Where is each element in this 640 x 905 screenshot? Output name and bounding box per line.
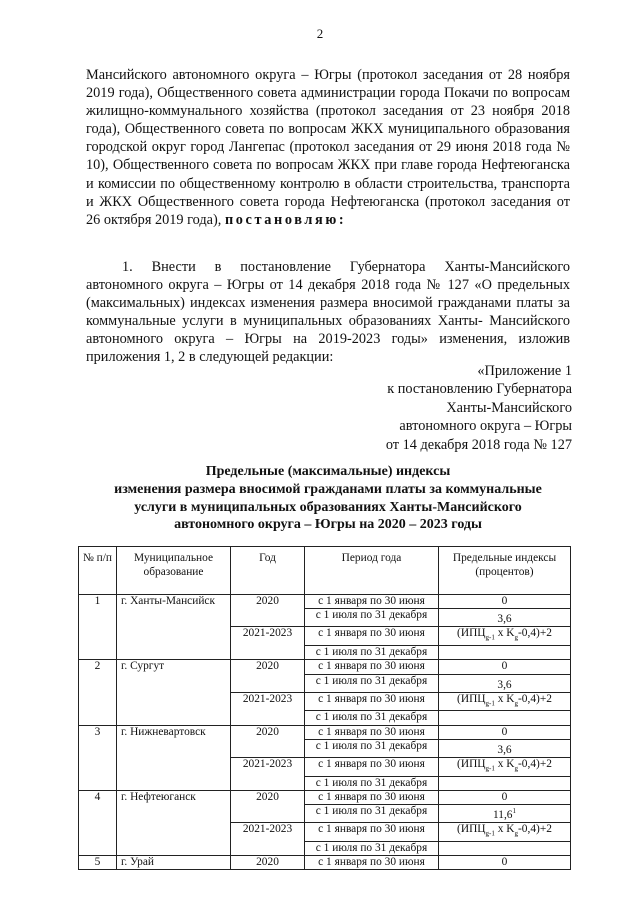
index-cell [439,841,571,855]
period-cell: с 1 июля по 31 декабря [305,739,439,757]
year-cell: 2021-2023 [231,692,305,725]
table-heading [86,463,570,534]
header-index: Предельные индексы (процентов) [439,547,571,595]
index-formula-cell: ($ИПЦ_{g-1}$ x $K_g-0,4)+2$ [439,823,571,842]
decree-word: постановляю: [224,211,347,228]
index-formula-cell: ($ИПЦ_{g-1}$ x $K_g-0,4)+2$ [439,627,571,646]
paragraph-1-text: Мансийского автономного округа – Югры (протокол заседания от 28 ноября 2019 года), Общественного совета администрации города Покачи по вопросам жилищно-коммунального хозяйства (протокол заседания от 23 ноября 2018 года), Общественного совета по вопросам ЖКХ муниципального образования городской округ город Лангепас (протокол заседания от 29 июня 2018 года № 10), Общественного совета по вопросам ЖКХ при главе города Нефтеюганска и комиссии по общественному контролю в области строительства, транспорта и ЖКХ Общественного совета города Нефтеюганска (протокол заседания от 26 октября 2019 года), [86,67,570,228]
heading-line-3: услуги в муниципальных образованиях Ханты-Мансийского [134,499,522,515]
period-cell: с 1 января по 30 июня [305,595,439,609]
appendix-line-1: «Приложение 1 [477,363,572,379]
period-cell: с 1 января по 30 июня [305,757,439,776]
index-value: 3,6 [497,743,512,756]
page-number: 2 [316,26,324,41]
period-cell: с 1 июля по 31 декабря [305,674,439,692]
year-cell: 2020 [231,790,305,822]
municipality-name: г. Урай [117,856,231,870]
municipality-name: г. Сургут [117,660,231,725]
row-number: 2 [79,660,117,725]
appendix-line-4: автономного округа – Югры [399,418,572,435]
header-period: Период года [305,547,439,595]
table-row [79,790,571,804]
heading-line-2: изменения размера вносимой гражданами платы за коммунальные [114,481,542,497]
index-cell [439,739,571,757]
period-cell: с 1 января по 30 июня [305,856,439,870]
table-row [79,595,571,609]
period-cell: с 1 июля по 31 декабря [305,841,439,855]
year-cell: 2020 [231,856,305,870]
header-year: Год [231,547,305,595]
index-value: 3,6 [497,613,512,626]
index-cell: 0 [439,660,571,674]
appendix-line-5: от 14 декабря 2018 года № 127 [385,436,572,453]
municipality-name: г. Нижневартовск [117,725,231,790]
index-cell [439,805,571,823]
row-number: 1 [79,595,117,660]
period-cell: с 1 января по 30 июня [305,692,439,711]
municipality-name: г. Ханты-Мансийск [117,595,231,660]
index-cell: 0 [439,725,571,739]
index-value: 3,6 [497,678,512,691]
index-cell [439,645,571,659]
index-cell [439,711,571,725]
period-cell: с 1 июля по 31 декабря [305,645,439,659]
header-municipality: Муниципальное образование [117,547,231,595]
period-cell: с 1 января по 30 июня [305,823,439,842]
year-cell: 2020 [231,725,305,757]
period-cell: с 1 января по 30 июня [305,627,439,646]
period-cell: с 1 июля по 31 декабря [305,711,439,725]
appendix-line-2: к постановлению Губернатора [387,381,572,398]
index-formula-cell: ($ИПЦ_{g-1}$ x $K_g-0,4)+2$ [439,692,571,711]
municipality-name: г. Нефтеюганск [117,790,231,855]
period-cell: с 1 января по 30 июня [305,725,439,739]
index-cell [439,609,571,627]
period-cell: с 1 июля по 31 декабря [305,805,439,823]
body-paragraph-2: 1. Внести в постановление Губернатора Ханты-Мансийского автономного округа – Югры от 14 декабря 2018 года № 127 «О предельных (максимальных) индексах изменения размера вносимой гражданами платы за коммунальные услуги в муниципальных образованиях Ханты- Мансийского автономного округа – Югры на 2019-2023 годы» изменения, изложив приложения 1, 2 в следующей редакции: [86,259,570,366]
period-cell: с 1 июля по 31 декабря [305,609,439,627]
row-number: 5 [79,856,117,870]
appendix-line-3: Ханты-Мансийского [446,399,572,416]
index-value: 11,6 [492,808,513,821]
indices-table [78,546,571,870]
header-num: № п/п [79,547,117,595]
index-formula-cell: ($ИПЦ_{g-1}$ x $K_g-0,4)+2$ [439,757,571,776]
year-cell: 2021-2023 [231,823,305,856]
heading-line-4: автономного округа – Югры на 2020 – 2023 годы [174,517,482,533]
year-cell: 2021-2023 [231,627,305,660]
index-cell: 0 [439,856,571,870]
table-row [79,725,571,739]
table-header-row [79,547,571,595]
period-cell: с 1 января по 30 июня [305,790,439,804]
index-cell [439,674,571,692]
heading-line-1: Предельные (максимальные) индексы [205,464,451,479]
period-cell: с 1 июля по 31 декабря [305,776,439,790]
year-cell: 2020 [231,595,305,627]
footnote-mark: 1 [512,807,516,816]
body-paragraph-1 [86,66,570,229]
index-cell: 0 [439,595,571,609]
index-cell: 0 [439,790,571,804]
row-number: 4 [79,790,117,855]
year-cell: 2020 [231,660,305,692]
row-number: 3 [79,725,117,790]
table-row [79,856,571,870]
table-row [79,660,571,674]
appendix-block [386,362,572,454]
period-cell: с 1 января по 30 июня [305,660,439,674]
year-cell: 2021-2023 [231,757,305,790]
index-cell [439,776,571,790]
